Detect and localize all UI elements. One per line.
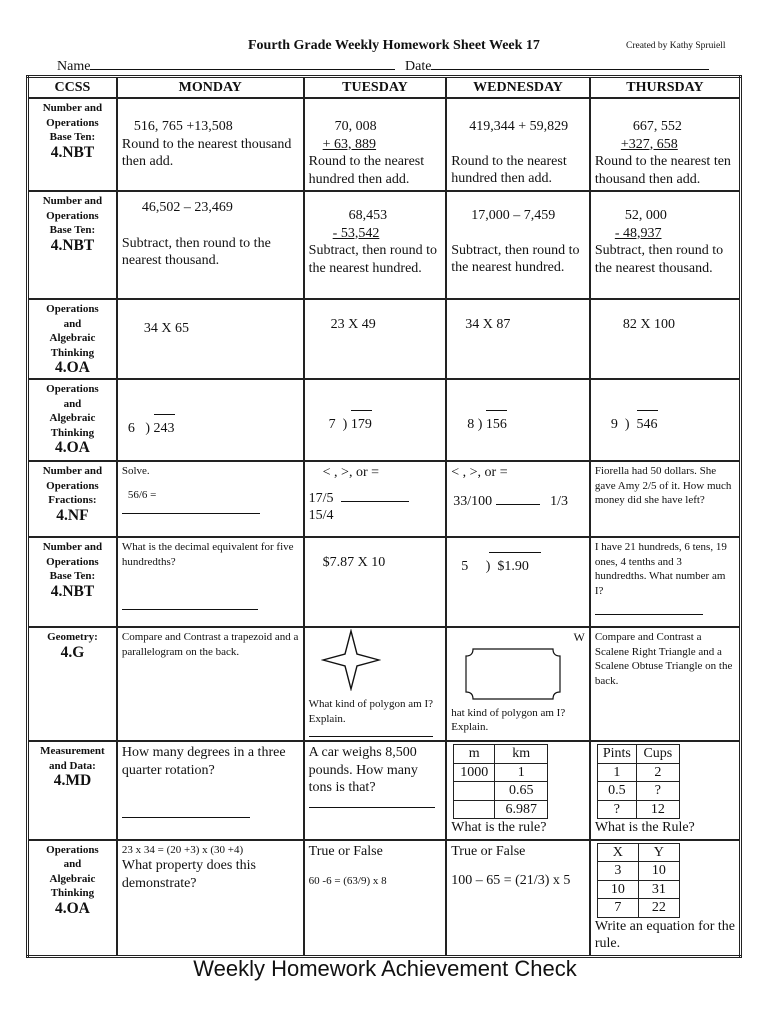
monday-cell[interactable] [117, 537, 304, 627]
table-cell[interactable]: ? [636, 782, 679, 801]
problem-bottom: - 53,542 [332, 225, 380, 241]
standard-cell [28, 840, 117, 957]
left-operand: 17/5 [308, 490, 334, 506]
table-header: km [495, 745, 548, 764]
standard-cell [28, 379, 117, 461]
table-cell[interactable]: 1 [597, 763, 636, 782]
std-code: 4.MD [53, 772, 92, 789]
monday-cell[interactable] [117, 461, 304, 537]
instruction: Compare and Contrast a trapezoid and a parallelogram on the back. [121, 631, 299, 658]
problem: 82 X 100 [622, 317, 675, 332]
dividend: 243 [154, 420, 175, 438]
problem-top: 68,453 [348, 208, 388, 223]
instruction: Subtract, then round to the nearest hundred. [451, 242, 580, 275]
label: True or False [308, 843, 383, 859]
table-cell: 7 [597, 899, 638, 918]
wednesday-cell[interactable] [446, 379, 590, 461]
answer-line[interactable] [122, 817, 250, 818]
std-line: and [63, 858, 82, 870]
table-header: Cups [636, 745, 679, 764]
instruction: Round to the nearest ten thousand then add. [594, 154, 731, 187]
wednesday-cell[interactable] [446, 98, 590, 191]
problem-top: 52, 000 [624, 208, 667, 223]
monday-cell[interactable] [117, 840, 304, 957]
author-credit: Created by Kathy Spruiell [626, 41, 726, 51]
table-cell: 31 [638, 880, 679, 899]
problem: $7.87 X 10 [322, 555, 386, 570]
standard-cell [28, 537, 117, 627]
table-cell[interactable]: 0.5 [597, 782, 636, 801]
std-code: 4.OA [55, 359, 90, 376]
table-cell[interactable] [454, 782, 495, 801]
problem: 17,000 – 7,459 [471, 208, 556, 223]
tuesday-cell[interactable] [304, 627, 447, 741]
std-line: Geometry: [47, 631, 98, 643]
tuesday-cell[interactable] [304, 461, 447, 537]
wednesday-cell[interactable] [446, 741, 590, 840]
std-code: 4.NF [56, 506, 89, 524]
table-cell[interactable]: 6.987 [495, 800, 548, 819]
conversion-table [597, 744, 680, 819]
sheet-title: Fourth Grade Weekly Homework Sheet Week 17 [248, 38, 540, 53]
table-header: Y [638, 843, 679, 862]
wednesday-cell[interactable] [446, 627, 590, 741]
col-monday: MONDAY [117, 77, 304, 99]
tuesday-cell[interactable] [304, 537, 447, 627]
table-row [28, 741, 741, 840]
answer-blank[interactable] [496, 504, 540, 505]
label: < , >, or = [322, 465, 380, 480]
std-line: Measurement [40, 745, 105, 757]
thursday-cell[interactable] [590, 840, 741, 957]
instruction: Round to the nearest thousand then add. [121, 136, 292, 169]
monday-cell[interactable] [117, 379, 304, 461]
std-line: Operations [46, 479, 99, 492]
problem: 34 X 65 [143, 321, 189, 336]
std-line: Operations [46, 383, 99, 395]
answer-line[interactable] [309, 736, 433, 737]
instruction: Round to the nearest hundred then add. [308, 154, 425, 187]
corner-letter: W [573, 630, 585, 644]
std-line: Algebraic [49, 412, 96, 424]
table-cell[interactable]: 0.65 [495, 782, 548, 801]
table-cell[interactable]: 2 [636, 763, 679, 782]
dividend: 546 [637, 416, 658, 434]
std-line: and [63, 317, 82, 330]
thursday-cell[interactable] [590, 537, 741, 627]
question: How many degrees in a three quarter rotation? [121, 745, 286, 778]
problem-top: 70, 008 [334, 119, 377, 134]
table-cell[interactable] [454, 800, 495, 819]
problem-bottom: + 63, 889 [322, 136, 377, 152]
question: What property does this demonstrate? [121, 858, 257, 891]
equation: 100 – 65 = (21/3) x 5 [451, 873, 571, 888]
division-problem: 8 ) 156 [451, 416, 585, 434]
table-cell: 10 [638, 862, 679, 881]
answer-line[interactable] [309, 807, 435, 808]
division-problem: 7 ) 179 [309, 416, 442, 434]
equation: 60 -6 = (63/9) x 8 [308, 875, 387, 887]
right-operand: 1/3 [550, 493, 569, 509]
std-code: 4.G [60, 643, 85, 661]
name-field[interactable] [57, 57, 395, 75]
problem: 56/6 = [127, 488, 157, 501]
problem: 419,344 + 59,829 [469, 119, 569, 134]
instruction: Subtract, then round to the nearest thousand. [121, 235, 271, 268]
col-ccss: CCSS [28, 77, 117, 99]
std-line: Base Ten: [49, 570, 96, 582]
tuesday-cell[interactable] [304, 379, 447, 461]
wednesday-cell[interactable] [446, 191, 590, 299]
std-line: Thinking [50, 346, 95, 359]
star-shape-icon [321, 629, 381, 691]
question: A car weighs 8,500 pounds. How many tons is that? [308, 745, 418, 795]
problem-top: 667, 552 [632, 119, 682, 134]
header-row [28, 77, 741, 99]
tuesday-cell[interactable] [304, 98, 447, 191]
instruction: Subtract, then round to the nearest hundred. [308, 243, 437, 276]
date-line[interactable] [431, 57, 709, 70]
col-tuesday: TUESDAY [304, 77, 447, 99]
thursday-cell[interactable] [590, 379, 741, 461]
divisor: 9 [610, 417, 618, 432]
table-row [28, 299, 741, 379]
std-line: Thinking [50, 426, 95, 439]
divisor: 5 [461, 559, 469, 574]
problem-bottom: - 48,937 [614, 225, 662, 241]
right-operand: 15/4 [308, 508, 334, 523]
dividend: 156 [486, 416, 507, 434]
monday-cell[interactable] [117, 191, 304, 299]
name-line[interactable] [90, 57, 395, 70]
question: What is the rule? [451, 820, 547, 835]
problem: 516, 765 +13,508 [133, 119, 233, 134]
question: What is the decimal equivalent for five hundredths? [121, 541, 294, 568]
standard-cell [28, 461, 117, 537]
label: < , >, or = [451, 465, 508, 480]
table-row [28, 461, 741, 537]
std-line: and Data: [49, 759, 96, 772]
standard-cell [28, 98, 117, 191]
std-code: 4.NBT [50, 143, 95, 161]
homework-table [26, 75, 742, 958]
problem-bottom: +327, 658 [620, 136, 678, 152]
thursday-cell[interactable] [590, 98, 741, 191]
table-row [28, 537, 741, 627]
wednesday-cell[interactable] [446, 537, 590, 627]
table-header: m [454, 745, 495, 764]
wednesday-cell[interactable] [446, 299, 590, 379]
standard-cell [28, 627, 117, 741]
table-cell: 22 [638, 899, 679, 918]
problem: 46,502 – 23,469 [141, 200, 233, 215]
division-problem: 9 ) 546 [595, 416, 735, 434]
footer-title: Weekly Homework Achievement Check [193, 956, 577, 981]
std-line: and [63, 397, 82, 410]
thursday-cell[interactable] [590, 741, 741, 840]
left-operand: 33/100 [453, 493, 493, 509]
name-label: Name [57, 59, 91, 74]
tuesday-cell[interactable] [304, 191, 447, 299]
std-line: Algebraic [49, 332, 96, 344]
wednesday-cell[interactable] [446, 461, 590, 537]
compare-problem [451, 493, 585, 511]
word-problem: Fiorella had 50 dollars. She gave Amy 2/5 of it. How much money did she have left? [594, 465, 732, 506]
table-row [28, 191, 741, 299]
date-label: Date [405, 59, 432, 74]
label: True or False [451, 843, 526, 859]
std-code: 4.OA [55, 899, 90, 917]
std-line: Operations [46, 303, 99, 315]
std-code: 4.NBT [50, 236, 95, 254]
monday-cell[interactable] [117, 299, 304, 379]
std-line: Operations [46, 843, 99, 856]
col-wednesday: WEDNESDAY [446, 77, 590, 99]
divisor: 7 [328, 417, 336, 432]
std-code: 4.OA [55, 439, 90, 456]
instruction: Write an equation for the rule. [594, 918, 736, 951]
tuesday-cell[interactable] [304, 840, 447, 957]
std-line: Base Ten: [49, 131, 96, 143]
answer-line[interactable] [122, 609, 258, 610]
division-problem: 5 ) $1.90 [451, 558, 585, 576]
dividend: 179 [351, 416, 372, 434]
standard-cell [28, 299, 117, 379]
monday-cell[interactable] [117, 98, 304, 191]
thursday-cell[interactable] [590, 627, 741, 741]
divisor: 8 [467, 417, 475, 432]
std-line: Base Ten: [49, 224, 96, 236]
table-row [28, 98, 741, 191]
thursday-cell[interactable] [590, 299, 741, 379]
table-cell: 3 [597, 862, 638, 881]
std-line: Number and [42, 102, 103, 114]
conversion-table [453, 744, 548, 819]
table-cell[interactable]: 12 [636, 800, 679, 819]
std-line: Operations [46, 209, 99, 222]
table-row [28, 379, 741, 461]
thursday-cell[interactable] [590, 191, 741, 299]
table-header: Pints [597, 745, 636, 764]
monday-cell[interactable] [117, 627, 304, 741]
compare-problem [309, 490, 442, 525]
answer-line[interactable] [595, 614, 703, 615]
std-line: Thinking [50, 887, 95, 899]
std-line: Fractions: [48, 494, 97, 506]
std-line: Number and [42, 465, 103, 477]
std-line: Number and [42, 541, 103, 553]
question: What kind of polygon am I? Explain. [308, 698, 433, 725]
instruction: Subtract, then round to the nearest thousand. [594, 243, 724, 276]
wednesday-cell[interactable] [446, 840, 590, 957]
function-table [597, 843, 680, 918]
tuesday-cell[interactable] [304, 741, 447, 840]
std-line: Operations [46, 116, 99, 129]
divisor: 6 [127, 421, 135, 436]
division-problem: 6 ) 243 [122, 420, 299, 438]
problem: 34 X 87 [465, 317, 511, 332]
std-line: Operations [46, 555, 99, 568]
date-field[interactable] [405, 57, 709, 75]
question: What is the Rule? [594, 820, 695, 835]
table-row [28, 840, 741, 957]
instruction: Round to the nearest hundred then add. [451, 153, 567, 186]
monday-cell[interactable] [117, 741, 304, 840]
std-line: Number and [42, 195, 103, 207]
notched-rectangle-icon [465, 648, 561, 700]
std-line: Algebraic [49, 872, 96, 885]
thursday-cell[interactable] [590, 461, 741, 537]
table-row [28, 627, 741, 741]
answer-blank[interactable] [341, 501, 409, 502]
std-code: 4.NBT [50, 582, 95, 600]
dividend: $1.90 [497, 558, 529, 576]
table-header: X [597, 843, 638, 862]
table-cell[interactable]: 1000 [454, 763, 495, 782]
word-problem: I have 21 hundreds, 6 tens, 19 ones, 4 tenths and 3 hundredths. What number am I? [594, 541, 727, 597]
table-cell[interactable]: 1 [495, 763, 548, 782]
equation: 23 x 34 = (20 +3) x (30 +4) [121, 843, 244, 856]
instruction: Compare and Contrast a Scalene Right Triangle and a Scalene Obtuse Triangle on the back. [594, 631, 733, 687]
label: Solve. [121, 465, 150, 477]
col-thursday: THURSDAY [590, 77, 741, 99]
problem: 23 X 49 [330, 317, 376, 332]
tuesday-cell[interactable] [304, 299, 447, 379]
table-cell[interactable]: ? [597, 800, 636, 819]
question: hat kind of polygon am I? Explain. [451, 706, 566, 733]
answer-line[interactable] [122, 513, 260, 514]
standard-cell [28, 191, 117, 299]
standard-cell [28, 741, 117, 840]
table-cell: 10 [597, 880, 638, 899]
